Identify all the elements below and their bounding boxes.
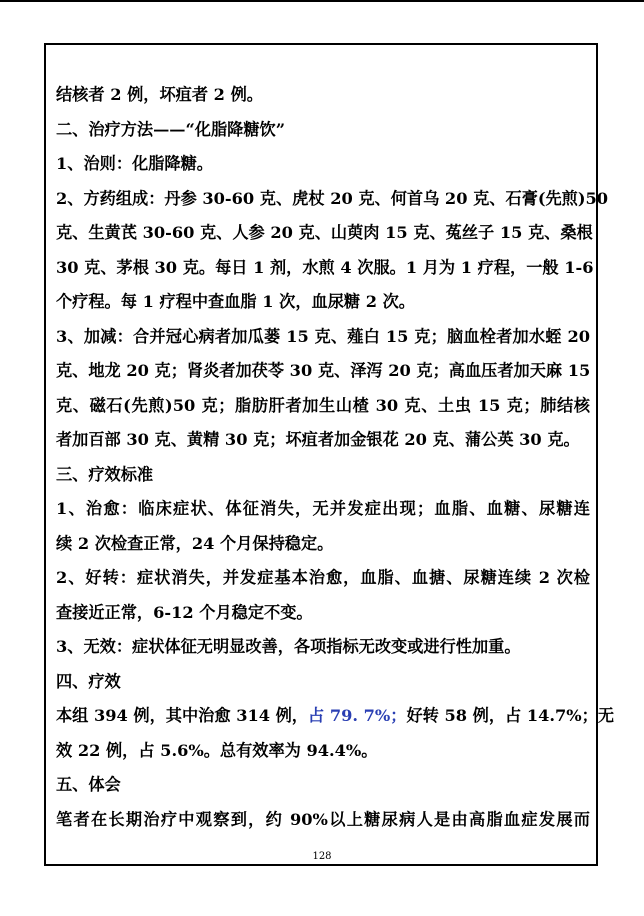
text-line: 结核者 2 例，坏疽者 2 例。 xyxy=(56,85,263,104)
section-heading: 三、疗效标准 xyxy=(56,464,154,484)
text-line: 30 克、茅根 30 克。每日 1 剂，水煎 4 次服。1 月为 1 疗程，一般 1-6 xyxy=(56,257,594,277)
document-body xyxy=(56,78,615,837)
page-number: 128 xyxy=(312,851,332,862)
text-line: 笔者在长期治疗中观察到，约 90%以上糖尿病人是由高脂血症发展而 xyxy=(56,809,590,829)
section-heading: 四、疗效 xyxy=(56,671,121,691)
text-line: 克、地龙 20 克；肾炎者加茯苓 30 克、泽泻 20 克；高血压者加天麻 15 xyxy=(56,361,591,380)
text-line: 3、无效：症状体征无明显改善，各项指标无改变或进行性加重。 xyxy=(56,637,521,656)
text-line: 2、方药组成：丹参 30-60 克、虎杖 20 克、何首乌 20 克、石膏(先煎)50 xyxy=(56,188,609,208)
text-line: 1、治愈：临床症状、体征消失，无并发症出现；血脂、血糖、尿糖连 xyxy=(56,499,590,518)
text-line: 3、加减：合并冠心病者加瓜蒌 15 克、薤白 15 克；脑血栓者加水蛭 20 xyxy=(56,326,590,346)
section-heading: 五、体会 xyxy=(56,775,121,794)
efficacy-text-after: 好转 58 例，占 14.7%；无 xyxy=(406,706,615,725)
efficacy-text-before: 本组 394 例，其中治愈 314 例， xyxy=(56,706,308,725)
text-line: 效 22 例，占 5.6%。总有效率为 94.4%。 xyxy=(56,740,378,760)
text-line: 克、生黄芪 30-60 克、人参 20 克、山萸肉 15 克、菟丝子 15 克、桑根 xyxy=(56,223,593,242)
section-heading: 二、治疗方法——“化脂降糖饮” xyxy=(56,119,286,139)
text-line: 者加百部 30 克、黄精 30 克；坏疽者加金银花 20 克、蒲公英 30 克。 xyxy=(56,430,580,449)
text-line: 克、磁石(先煎)50 克；脂肪肝者加生山楂 30 克、土虫 15 克；肺结核 xyxy=(56,395,590,415)
text-line: 续 2 次检查正常，24 个月保持稳定。 xyxy=(56,533,334,553)
top-rule xyxy=(0,0,644,2)
text-line: 1、治则：化脂降糖。 xyxy=(56,154,213,173)
text-line: 个疗程。每 1 疗程中查血脂 1 次，血尿糖 2 次。 xyxy=(56,292,415,311)
text-line: 查接近正常，6-12 个月稳定不变。 xyxy=(56,602,313,622)
highlighted-rate: 占 79. 7%； xyxy=(308,706,407,725)
text-line: 2、好转：症状消失，并发症基本治愈，血脂、血搪、尿糖连续 2 次检 xyxy=(56,568,590,587)
efficacy-line xyxy=(56,699,615,734)
